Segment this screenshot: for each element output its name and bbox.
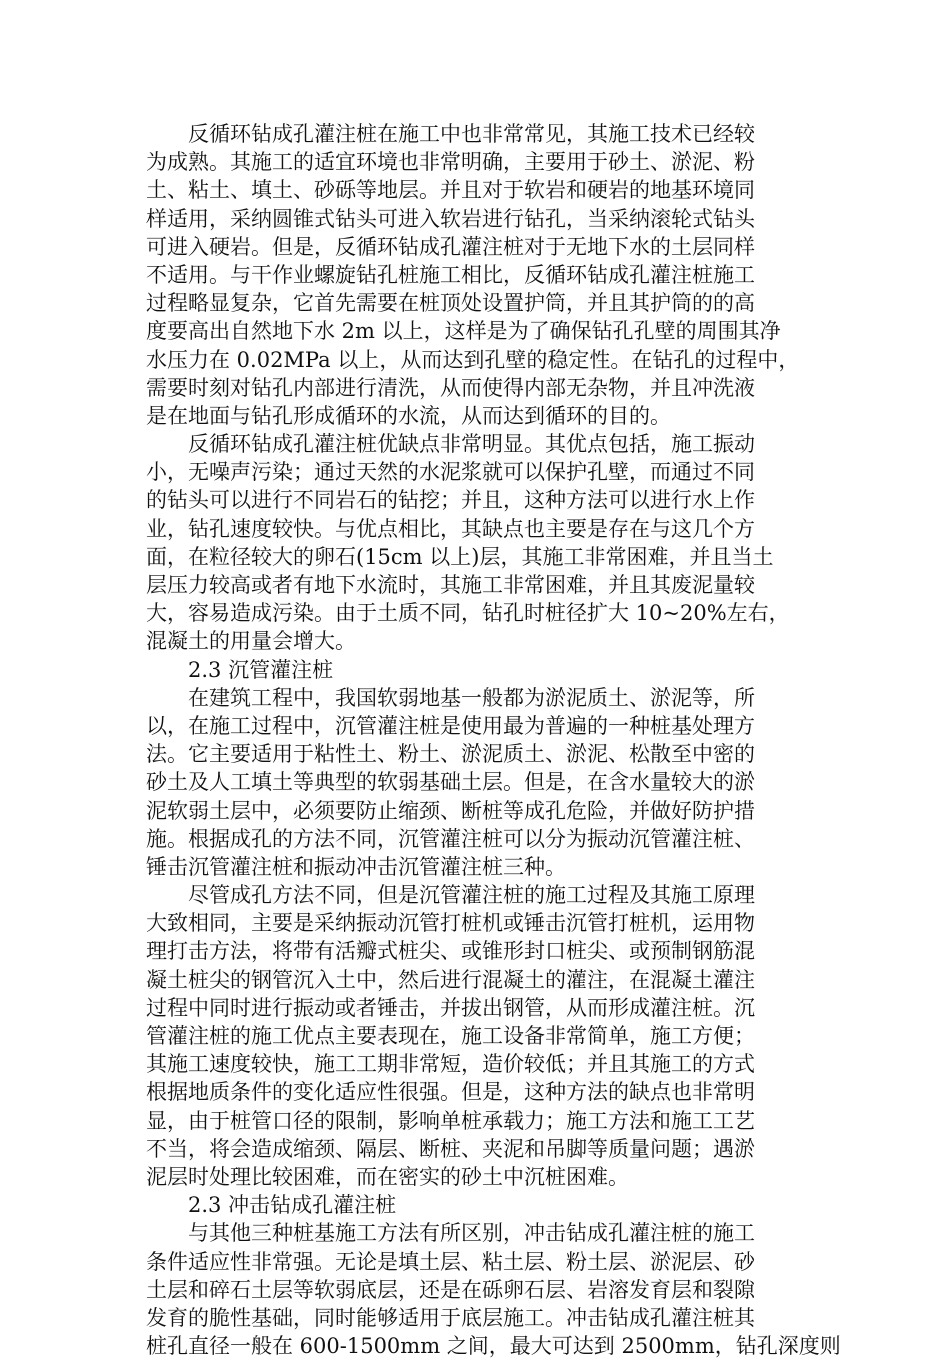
paragraph-4-line-6: 管灌注桩的施工优点主要表现在，施工设备非常简单，施工方便； bbox=[146, 1024, 755, 1048]
paragraph-1-line-9: 水压力在 0.02MPa 以上，从而达到孔壁的稳定性。在钻孔的过程中， bbox=[146, 347, 800, 372]
paragraph-2-line-2: 小，无噪声污染；通过天然的水泥浆就可以保护孔壁，而通过不同 bbox=[146, 460, 755, 485]
paragraph-4-line-5: 过程中同时进行振动或者锤击，并拔出钢管，从而形成灌注桩。沉 bbox=[146, 995, 755, 1020]
paragraph-1-line-1: 反循环钻成孔灌注桩在施工中也非常常见，其施工技术已经较 bbox=[188, 122, 755, 146]
paragraph-4-line-3: 理打击方法，将带有活瓣式桩尖、或锥形封口桩尖、或预制钢筋混 bbox=[146, 939, 755, 964]
paragraph-2-line-5: 面，在粒径较大的卵石(15cm 以上)层，其施工非常困难，并且当土 bbox=[146, 544, 774, 569]
paragraph-1-line-8: 度要高出自然地下水 2m 以上，这样是为了确保钻孔孔壁的周围其净 bbox=[146, 319, 781, 344]
paragraph-3-line-7: 锤击沉管灌注桩和振动冲击沉管灌注桩三种。 bbox=[146, 854, 566, 879]
paragraph-4-line-11: 泥层时处理比较困难，而在密实的砂土中沉桩困难。 bbox=[146, 1164, 629, 1189]
paragraph-1-line-11: 是在地面与钻孔形成循环的水流，从而达到循环的目的。 bbox=[146, 403, 671, 428]
paragraph-1-line-5: 可进入硬岩。但是，反循环钻成孔灌注桩对于无地下水的土层同样 bbox=[146, 234, 755, 259]
section-heading-1: 2.3 沉管灌注桩 bbox=[188, 657, 334, 682]
paragraph-2-line-4: 业，钻孔速度较快。与优点相比，其缺点也主要是存在与这几个方 bbox=[146, 516, 755, 541]
paragraph-3-line-3: 法。它主要适用于粘性土、粉土、淤泥质土、淤泥、松散至中密的 bbox=[146, 742, 755, 767]
paragraph-2-line-7: 大，容易造成污染。由于土质不同，钻孔时桩径扩大 10~20%左右， bbox=[146, 601, 790, 626]
paragraph-2-line-6: 层压力较高或者有地下水流时，其施工非常困难，并且其废泥量较 bbox=[146, 573, 755, 597]
paragraph-1-line-4: 样适用，采纳圆锥式钻头可进入软岩进行钻孔，当采纳滚轮式钻头 bbox=[146, 206, 755, 231]
paragraph-3-line-4: 砂土及人工填土等典型的软弱基础土层。但是，在含水量较大的淤 bbox=[146, 770, 755, 795]
paragraph-3-line-2: 以，在施工过程中，沉管灌注桩是使用最为普遍的一种桩基处理方 bbox=[146, 713, 755, 738]
paragraph-5-line-2: 条件适应性非常强。无论是填土层、粘土层、粉土层、淤泥层、砂 bbox=[146, 1249, 755, 1274]
paragraph-3-line-5: 泥软弱土层中，必须要防止缩颈、断桩等成孔危险，并做好防护措 bbox=[146, 798, 755, 823]
section-heading-2: 2.3 冲击钻成孔灌注桩 bbox=[188, 1193, 397, 1218]
paragraph-5-line-1: 与其他三种桩基施工方法有所区别，冲击钻成孔灌注桩的施工 bbox=[188, 1221, 755, 1246]
paragraph-5-line-5: 桩孔直径一般在 600-1500mm 之间，最大可达到 2500mm，钻孔深度则 bbox=[146, 1334, 841, 1359]
paragraph-4-line-8: 根据地质条件的变化适应性很强。但是，这种方法的缺点也非常明 bbox=[146, 1080, 755, 1105]
paragraph-3-line-1: 在建筑工程中，我国软弱地基一般都为淤泥质土、淤泥等，所 bbox=[188, 685, 755, 710]
document-body bbox=[146, 120, 841, 1360]
paragraph-2-line-1: 反循环钻成孔灌注桩优缺点非常明显。其优点包括，施工振动 bbox=[188, 432, 755, 457]
paragraph-3-line-6: 施。根据成孔的方法不同，沉管灌注桩可以分为振动沉管灌注桩、 bbox=[146, 826, 755, 851]
paragraph-1-line-2: 为成熟。其施工的适宜环境也非常明确，主要用于砂土、淤泥、粉 bbox=[146, 150, 755, 175]
paragraph-2-line-3: 的钻头可以进行不同岩石的钻挖；并且，这种方法可以进行水上作 bbox=[146, 488, 755, 513]
paragraph-5-line-4: 发育的脆性基础，同时能够适用于底层施工。冲击钻成孔灌注桩其 bbox=[146, 1305, 755, 1330]
paragraph-1-line-10: 需要时刻对钻孔内部进行清洗，从而使得内部无杂物，并且冲洗液 bbox=[146, 375, 755, 400]
paragraph-2-line-8: 混凝土的用量会增大。 bbox=[146, 629, 356, 654]
paragraph-4-line-9: 显，由于桩管口径的限制，影响单桩承载力；施工方法和施工工艺 bbox=[146, 1108, 755, 1133]
paragraph-4-line-4: 凝土桩尖的钢管沉入土中，然后进行混凝土的灌注，在混凝土灌注 bbox=[146, 967, 755, 992]
paragraph-4-line-10: 不当，将会造成缩颈、隔层、断桩、夹泥和吊脚等质量问题；遇淤 bbox=[146, 1136, 755, 1161]
paragraph-1-line-6: 不适用。与干作业螺旋钻孔桩施工相比，反循环钻成孔灌注桩施工 bbox=[146, 262, 755, 287]
paragraph-4-line-7: 其施工速度较快，施工工期非常短，造价较低；并且其施工的方式 bbox=[146, 1052, 755, 1077]
paragraph-1-line-7: 过程略显复杂，它首先需要在桩顶处设置护筒，并且其护筒的的高 bbox=[146, 291, 755, 316]
paragraph-4-line-2: 大致相同，主要是采纳振动沉管打桩机或锤击沉管打桩机，运用物 bbox=[146, 911, 755, 936]
paragraph-5-line-3: 土层和碎石土层等软弱底层，还是在砾卵石层、岩溶发育层和裂隙 bbox=[146, 1277, 755, 1302]
paragraph-1-line-3: 土、粘土、填土、砂砾等地层。并且对于软岩和硬岩的地基环境同 bbox=[146, 178, 755, 203]
paragraph-4-line-1: 尽管成孔方法不同，但是沉管灌注桩的施工过程及其施工原理 bbox=[188, 883, 755, 908]
